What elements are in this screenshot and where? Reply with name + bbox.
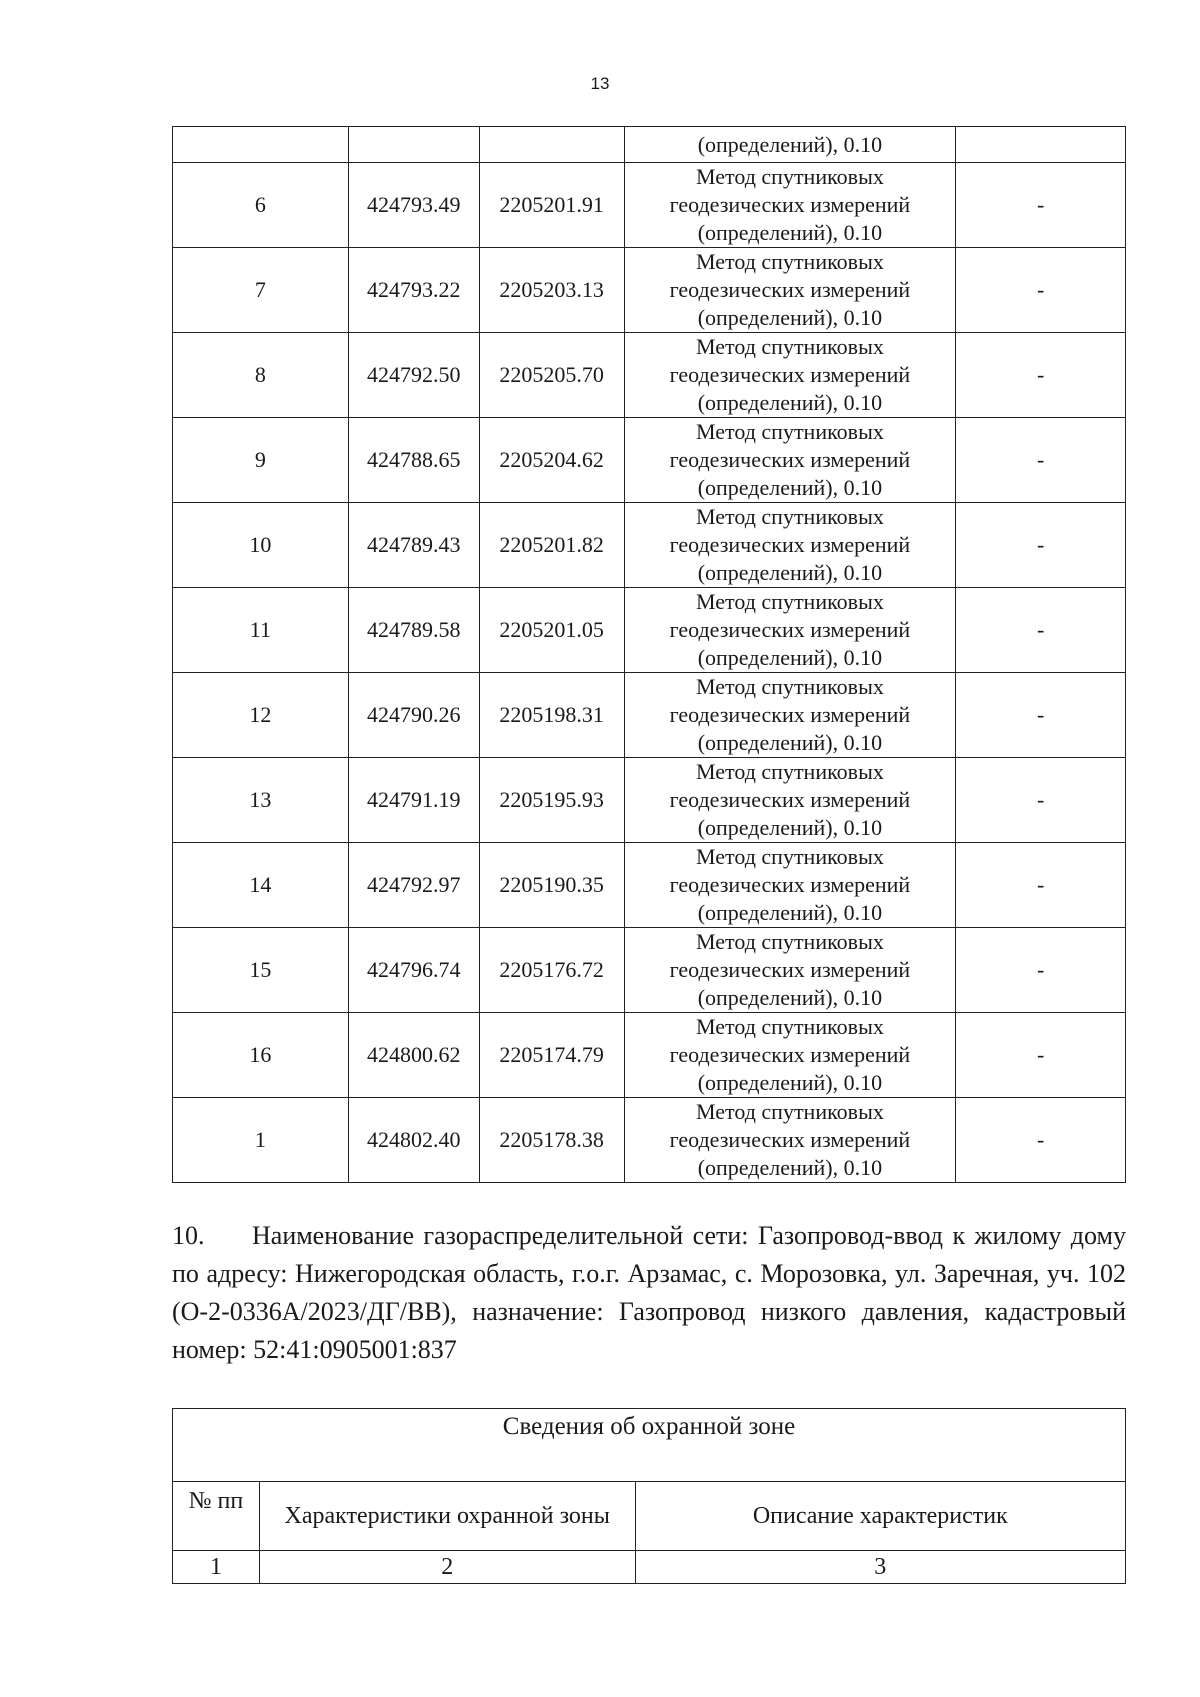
cell-x: 424789.58 (348, 588, 479, 673)
cell-number: 14 (173, 843, 349, 928)
table-row (173, 248, 1126, 333)
table-row (173, 418, 1126, 503)
cell-number: 15 (173, 928, 349, 1013)
cell-note: - (956, 843, 1126, 928)
cell-note: - (956, 758, 1126, 843)
cell-method (624, 928, 956, 1013)
cell-x: 424802.40 (348, 1098, 479, 1183)
col-header-description: Описание характеристик (635, 1482, 1125, 1551)
method-line: геодезических измерений (669, 1042, 911, 1067)
cell-number: 8 (173, 333, 349, 418)
cell-y: 2205201.05 (479, 588, 624, 673)
method-line: Метод спутниковых (695, 334, 884, 359)
cell-x: 424788.65 (348, 418, 479, 503)
method-line: геодезических измерений (669, 277, 911, 302)
table-row (173, 673, 1126, 758)
method-line: геодезических измерений (669, 192, 911, 217)
method-line: (определений), 0.10 (697, 305, 883, 330)
page-number: 13 (590, 74, 610, 93)
cell-x: 424792.50 (348, 333, 479, 418)
col-number-2: 2 (259, 1551, 635, 1584)
cell-method (624, 1098, 956, 1183)
cell-number: 6 (173, 163, 349, 248)
cell-y: 2205204.62 (479, 418, 624, 503)
method-line: Метод спутниковых (695, 164, 884, 189)
method-line: геодезических измерений (669, 957, 911, 982)
cell-x: 424796.74 (348, 928, 479, 1013)
method-line: Метод спутниковых (695, 759, 884, 784)
method-line: (определений), 0.10 (697, 220, 883, 245)
zone-table-number-row (173, 1551, 1126, 1584)
table-row (173, 163, 1126, 248)
section-number: 10. (172, 1221, 205, 1250)
method-line: Метод спутниковых (695, 844, 884, 869)
zone-table-title-row (173, 1409, 1126, 1482)
method-line: Метод спутниковых (695, 1099, 884, 1124)
cell-method (624, 843, 956, 928)
cell-number: 1 (173, 1098, 349, 1183)
cell-y: 2205201.91 (479, 163, 624, 248)
method-line: (определений), 0.10 (697, 900, 883, 925)
table-row (173, 928, 1126, 1013)
method-line: геодезических измерений (669, 702, 911, 727)
table-row (173, 758, 1126, 843)
table-row (173, 1013, 1126, 1098)
col-number-3: 3 (635, 1551, 1125, 1584)
cell-number: 9 (173, 418, 349, 503)
cell-x: 424790.26 (348, 673, 479, 758)
table-row (173, 503, 1126, 588)
cell-x: 424793.49 (348, 163, 479, 248)
cell-number: 7 (173, 248, 349, 333)
cell-y (479, 127, 624, 163)
method-line: (определений), 0.10 (697, 985, 883, 1010)
cell-x (348, 127, 479, 163)
cell-number: 12 (173, 673, 349, 758)
method-line: геодезических измерений (669, 532, 911, 557)
cell-y: 2205203.13 (479, 248, 624, 333)
cell-method (624, 758, 956, 843)
method-line: (определений), 0.10 (697, 475, 883, 500)
cell-note: - (956, 928, 1126, 1013)
cell-method (624, 673, 956, 758)
method-line: геодезических измерений (669, 362, 911, 387)
cell-note: - (956, 1098, 1126, 1183)
col-header-number: № пп (173, 1482, 260, 1551)
cell-x: 424791.19 (348, 758, 479, 843)
cell-method (624, 418, 956, 503)
cell-y: 2205195.93 (479, 758, 624, 843)
cell-x: 424789.43 (348, 503, 479, 588)
cell-number: 10 (173, 503, 349, 588)
method-line: Метод спутниковых (695, 589, 884, 614)
method-line: геодезических измерений (669, 872, 911, 897)
method-line: Метод спутниковых (695, 249, 884, 274)
cell-number: 16 (173, 1013, 349, 1098)
col-number-1: 1 (173, 1551, 260, 1584)
col-header-characteristics: Характеристики охранной зоны (259, 1482, 635, 1551)
table-row (173, 588, 1126, 673)
cell-x: 424793.22 (348, 248, 479, 333)
method-line: Метод спутниковых (695, 674, 884, 699)
cell-method (624, 248, 956, 333)
method-line: (определений), 0.10 (697, 560, 883, 585)
cell-method (624, 588, 956, 673)
cell-note: - (956, 588, 1126, 673)
cell-y: 2205201.82 (479, 503, 624, 588)
method-line: (определений), 0.10 (697, 730, 883, 755)
cell-y: 2205176.72 (479, 928, 624, 1013)
cell-y: 2205178.38 (479, 1098, 624, 1183)
cell-note: - (956, 333, 1126, 418)
method-line: Метод спутниковых (695, 419, 884, 444)
method-line: геодезических измерений (669, 447, 911, 472)
table-row (173, 333, 1126, 418)
method-line: Метод спутниковых (695, 1014, 884, 1039)
cell-number (173, 127, 349, 163)
cell-method (624, 503, 956, 588)
section-paragraph (172, 1217, 1126, 1369)
method-line: (определений), 0.10 (697, 1155, 883, 1180)
method-line: (определений), 0.10 (697, 815, 883, 840)
method-line: Метод спутниковых (695, 929, 884, 954)
cell-y: 2205174.79 (479, 1013, 624, 1098)
cell-x: 424800.62 (348, 1013, 479, 1098)
cell-note: - (956, 1013, 1126, 1098)
cell-method (624, 163, 956, 248)
method-line: геодезических измерений (669, 1127, 911, 1152)
cell-note: - (956, 163, 1126, 248)
coordinates-table (172, 126, 1126, 1183)
table-row-continued (173, 127, 1126, 163)
cell-method (624, 333, 956, 418)
method-line: (определений), 0.10 (697, 1070, 883, 1095)
cell-note (956, 127, 1126, 163)
method-line: Метод спутниковых (695, 504, 884, 529)
cell-method: (определений), 0.10 (624, 127, 956, 163)
cell-y: 2205205.70 (479, 333, 624, 418)
table-row (173, 1098, 1126, 1183)
cell-note: - (956, 673, 1126, 758)
cell-note: - (956, 418, 1126, 503)
zone-table-header-row (173, 1482, 1126, 1551)
method-line: геодезических измерений (669, 787, 911, 812)
cell-y: 2205190.35 (479, 843, 624, 928)
cell-x: 424792.97 (348, 843, 479, 928)
protection-zone-table (172, 1408, 1126, 1584)
table-row (173, 843, 1126, 928)
cell-note: - (956, 248, 1126, 333)
zone-table-title: Сведения об охранной зоне (173, 1409, 1126, 1482)
cell-y: 2205198.31 (479, 673, 624, 758)
section-text: Наименование газораспределительной сети: Газопровод-ввод к жилому дому по адресу: Нижегородская область, г.о.г. Арзамас, с. Морозовка, ул. Заречная, уч. 102 (О-2-0336А/2023/ДГ/ВВ), назначение: Газопровод низкого давления, кадастровый номер: 52:41:0905001:837 (172, 1221, 1126, 1364)
cell-method (624, 1013, 956, 1098)
cell-note: - (956, 503, 1126, 588)
cell-number: 13 (173, 758, 349, 843)
method-line: (определений), 0.10 (697, 390, 883, 415)
method-line: геодезических измерений (669, 617, 911, 642)
cell-number: 11 (173, 588, 349, 673)
method-line: (определений), 0.10 (697, 645, 883, 670)
